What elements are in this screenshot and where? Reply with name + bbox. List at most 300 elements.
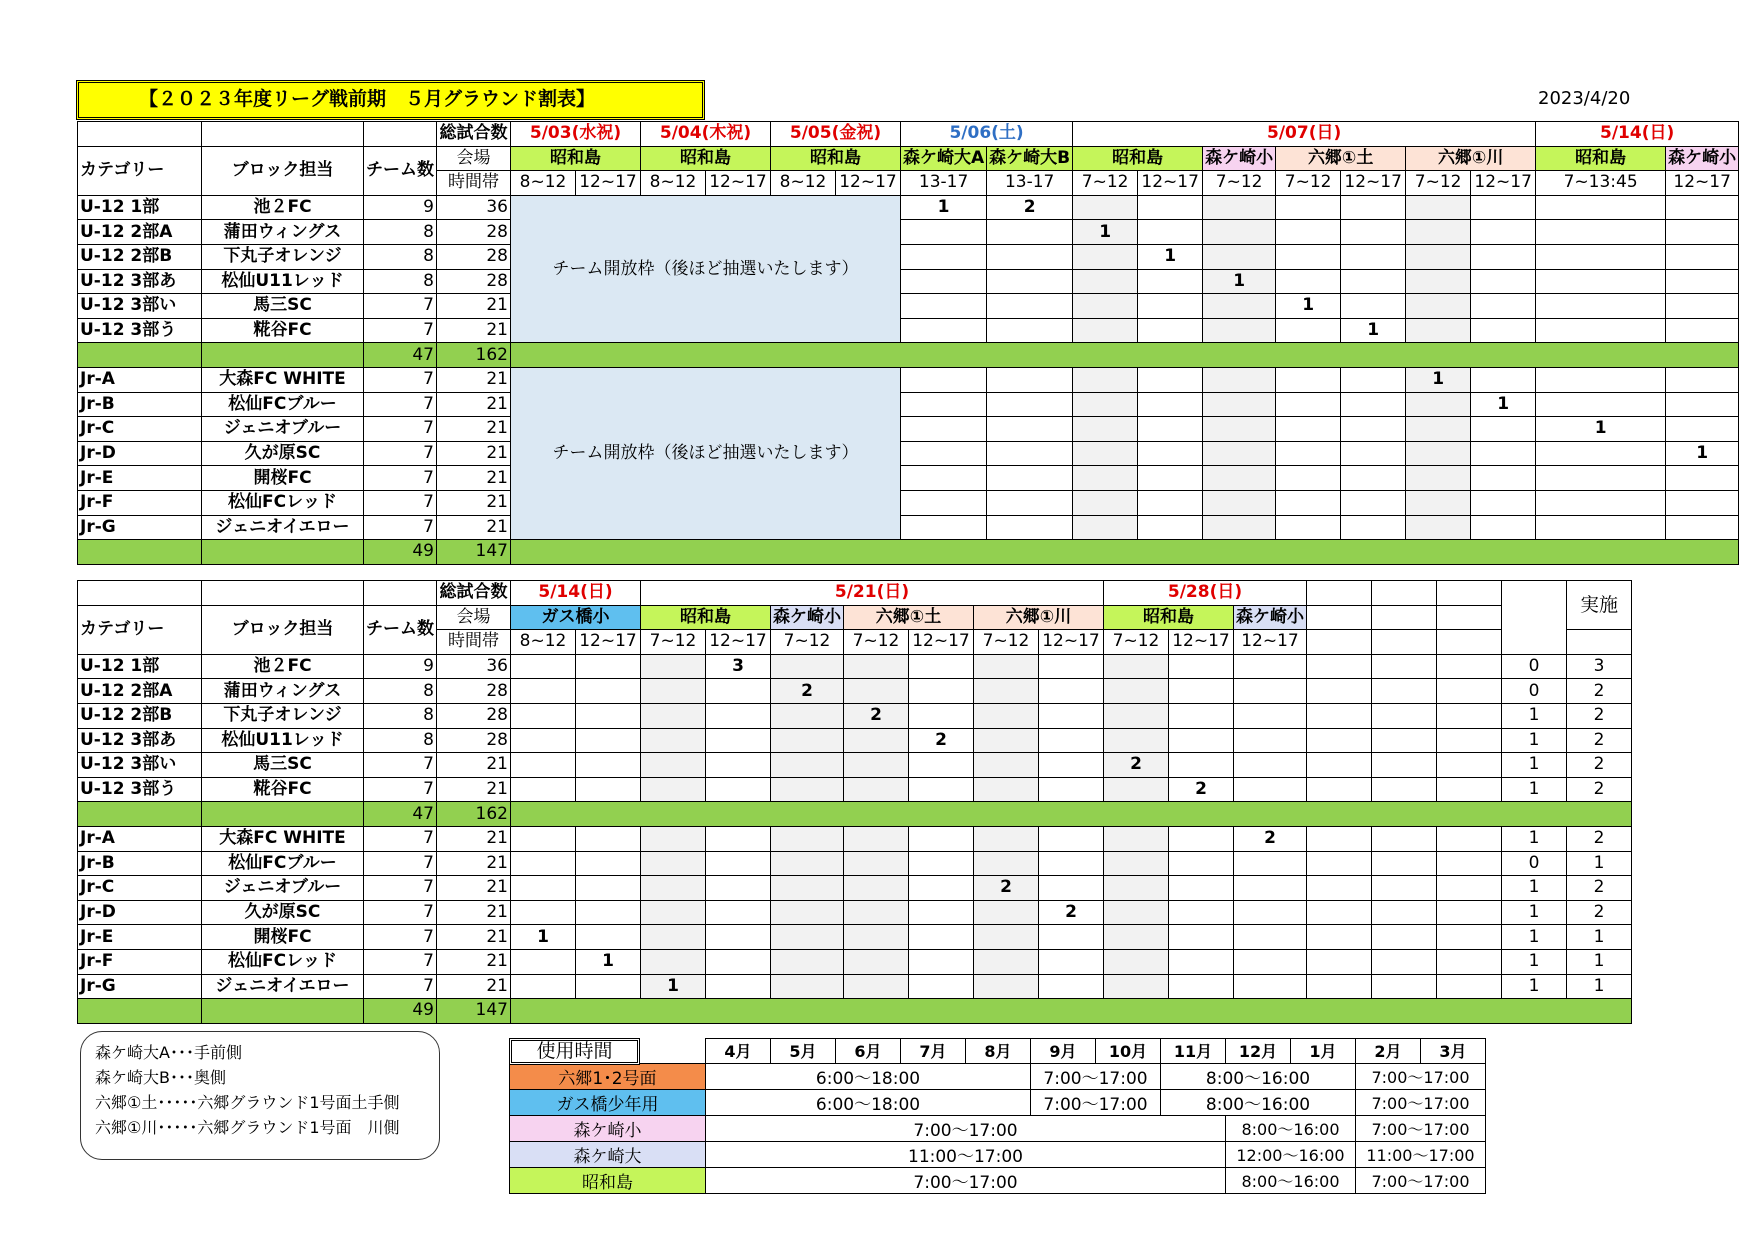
schedule-cell: [1073, 515, 1138, 540]
blank-cell: [1372, 851, 1437, 876]
table-row: [78, 417, 1739, 442]
schedule-cell: 1: [511, 925, 576, 950]
schedule-cell: [844, 949, 909, 974]
schedule-cell: [987, 318, 1073, 343]
team-count-cell: 7: [364, 826, 437, 851]
schedule-cell: [987, 466, 1073, 491]
schedule-cell: [1666, 269, 1739, 294]
schedule-cell: [901, 220, 987, 245]
blank-cell: [1307, 925, 1372, 950]
usage-venue: 森ケ崎小: [510, 1115, 706, 1141]
month-header: 2月: [1356, 1039, 1421, 1064]
schedule-cell: [576, 703, 641, 728]
schedule-cell: [511, 679, 576, 704]
schedule-cell: [1138, 318, 1203, 343]
schedule-cell: [1104, 974, 1169, 999]
time-slot-header: 12~17: [706, 171, 771, 196]
table-row: [78, 220, 1739, 245]
schedule-cell: [576, 728, 641, 753]
schedule-cell: [771, 949, 844, 974]
schedule-cell: [706, 949, 771, 974]
venue-header: 森ケ崎小: [1666, 146, 1739, 171]
schedule-cell: [1276, 269, 1341, 294]
usage-time: 7:00～17:00: [1356, 1115, 1486, 1141]
schedule-cell: [1104, 925, 1169, 950]
schedule-cell: [844, 679, 909, 704]
schedule-cell: [1341, 195, 1406, 220]
conducted-count-cell: 2: [1567, 777, 1632, 802]
schedule-cell: [771, 900, 844, 925]
schedule-cell: [576, 876, 641, 901]
team-cell: 下丸子オレンジ: [202, 244, 364, 269]
category-header: カテゴリー: [78, 605, 202, 654]
schedule-cell: [1341, 515, 1406, 540]
conducted-count-cell: 2: [1567, 753, 1632, 778]
note-line: 森ケ崎大B･･･奥側: [95, 1068, 226, 1087]
schedule-cell: [1039, 703, 1104, 728]
schedule-cell: [706, 777, 771, 802]
schedule-cell: [511, 703, 576, 728]
total-games-cell: 28: [437, 728, 511, 753]
schedule-cell: [1406, 392, 1471, 417]
team-cell: 蒲田ウィングス: [202, 220, 364, 245]
schedule-cell: [1203, 490, 1276, 515]
team-count-cell: 7: [364, 367, 437, 392]
schedule-cell: [987, 269, 1073, 294]
schedule-cell: [974, 900, 1039, 925]
schedule-cell: [1341, 466, 1406, 491]
total-games-cell: 28: [437, 220, 511, 245]
schedule-cell: [511, 826, 576, 851]
team-cell: ジェニオイエロー: [202, 515, 364, 540]
date-header: 5/05(金祝): [771, 122, 901, 147]
remaining-count-cell: 1: [1502, 900, 1567, 925]
schedule-cell: [706, 826, 771, 851]
schedule-cell: [1169, 703, 1234, 728]
note-line: 森ケ崎大A･･･手前側: [95, 1043, 242, 1062]
blank-cell: [1372, 826, 1437, 851]
usage-time: 8:00～16:00: [1226, 1167, 1356, 1193]
team-count-cell: 7: [364, 925, 437, 950]
team-cell: 松仙U11レッド: [202, 728, 364, 753]
schedule-cell: [1169, 876, 1234, 901]
time-slot-header: 7~12: [641, 630, 706, 655]
blank-cell: [1437, 826, 1502, 851]
schedule-cell: [641, 925, 706, 950]
schedule-cell: 2: [771, 679, 844, 704]
schedule-cell: [901, 490, 987, 515]
schedule-cell: [901, 392, 987, 417]
schedule-cell: [511, 753, 576, 778]
schedule-cell: [987, 294, 1073, 319]
team-count-cell: 7: [364, 294, 437, 319]
conducted-blank: [1567, 630, 1632, 655]
schedule-cell: [1169, 679, 1234, 704]
schedule-cell: [771, 851, 844, 876]
remaining-count-cell: 1: [1502, 753, 1567, 778]
conducted-count-cell: 1: [1567, 925, 1632, 950]
month-header: 11月: [1161, 1039, 1226, 1064]
team-cell: 池２FC: [202, 195, 364, 220]
schedule-cell: [909, 654, 974, 679]
schedule-cell: [1234, 876, 1307, 901]
time-slot-header: 12~17: [706, 630, 771, 655]
venue-header: 昭和島: [641, 605, 771, 630]
team-cell: 松仙FCブルー: [202, 851, 364, 876]
total-games-cell: 21: [437, 974, 511, 999]
team-cell: 松仙FCブルー: [202, 392, 364, 417]
header-blank: [1307, 630, 1372, 655]
schedule-cell: [909, 851, 974, 876]
schedule-cell: [987, 244, 1073, 269]
blank-cell: [1437, 777, 1502, 802]
category-cell: Jr-A: [78, 826, 202, 851]
schedule-cell: [974, 777, 1039, 802]
time-slot-header: 7~12: [771, 630, 844, 655]
remaining-count-cell: 1: [1502, 728, 1567, 753]
schedule-cell: [1138, 367, 1203, 392]
time-slot-header: 7~12: [1104, 630, 1169, 655]
schedule-cell: [771, 654, 844, 679]
team-cell: ジェニオイエロー: [202, 974, 364, 999]
usage-time: 7:00～17:00: [706, 1167, 1226, 1193]
date-header: 5/04(木祝): [641, 122, 771, 147]
team-cell: 久が原SC: [202, 441, 364, 466]
category-cell: U-12 1部: [78, 195, 202, 220]
usage-time: 11:00～17:00: [706, 1141, 1226, 1167]
team-cell: 馬三SC: [202, 753, 364, 778]
schedule-cell: 2: [844, 703, 909, 728]
schedule-cell: [511, 728, 576, 753]
schedule-cell: [1666, 490, 1739, 515]
category-cell: Jr-E: [78, 925, 202, 950]
table-row: [78, 466, 1739, 491]
schedule-cell: [1234, 949, 1307, 974]
schedule-cell: [1039, 777, 1104, 802]
venue-header: 昭和島: [641, 146, 771, 171]
category-cell: Jr-C: [78, 417, 202, 442]
table-row: [78, 679, 1632, 704]
table-row: [78, 728, 1632, 753]
schedule-cell: [974, 654, 1039, 679]
usage-time-label: 使用時間: [509, 1038, 640, 1065]
time-slot-header: 8~12: [511, 171, 576, 196]
subtotal-row: [78, 999, 1632, 1024]
schedule-cell: 1: [1406, 367, 1471, 392]
schedule-cell: [1276, 220, 1341, 245]
subtotal-teams: 47: [364, 343, 437, 368]
schedule-cell: [1073, 318, 1138, 343]
team-count-cell: 7: [364, 441, 437, 466]
total-games-cell: 28: [437, 679, 511, 704]
category-cell: U-12 3部う: [78, 777, 202, 802]
table-row: [78, 244, 1739, 269]
conducted-count-cell: 1: [1567, 974, 1632, 999]
usage-time: 8:00～16:00: [1161, 1063, 1356, 1089]
schedule-cell: [1536, 220, 1666, 245]
table-row: [78, 777, 1632, 802]
header-blank: [78, 122, 202, 147]
schedule-cell: [1138, 294, 1203, 319]
blank-cell: [1307, 654, 1372, 679]
schedule-cell: [576, 851, 641, 876]
schedule-cell: [511, 974, 576, 999]
open-slot-block: チーム開放枠（後ほど抽選いたします）: [511, 195, 901, 343]
team-cell: 大森FC WHITE: [202, 367, 364, 392]
schedule-cell: [1104, 777, 1169, 802]
usage-time: 7:00～17:00: [1356, 1089, 1486, 1115]
schedule-cell: [1666, 466, 1739, 491]
subtotal-games: 162: [437, 343, 511, 368]
schedule-cell: [1471, 466, 1536, 491]
venue-header: ガス橋小: [511, 605, 641, 630]
schedule-cell: [1138, 515, 1203, 540]
subtotal-teams: 49: [364, 999, 437, 1024]
total-games-cell: 28: [437, 703, 511, 728]
venue-header: 森ケ崎大B: [987, 146, 1073, 171]
schedule-cell: [706, 703, 771, 728]
schedule-cell: [1203, 220, 1276, 245]
date-header: 5/06(土): [901, 122, 1073, 147]
issue-date: 2023/4/20: [1538, 88, 1631, 109]
time-slot-header: 12~17: [1234, 630, 1307, 655]
schedule-cell: [511, 876, 576, 901]
time-slot-header: 12~17: [576, 171, 641, 196]
time-slot-header: 12~17: [1138, 171, 1203, 196]
date-header: 5/28(日): [1104, 581, 1307, 606]
header-blank: [1437, 630, 1502, 655]
team-cell: 池２FC: [202, 654, 364, 679]
schedule-cell: [1169, 753, 1234, 778]
category-cell: Jr-B: [78, 392, 202, 417]
team-count-cell: 7: [364, 392, 437, 417]
conducted-count-cell: 2: [1567, 728, 1632, 753]
blank-cell: [1307, 777, 1372, 802]
schedule-cell: [844, 753, 909, 778]
schedule-cell: [1666, 294, 1739, 319]
schedule-cell: 1: [901, 195, 987, 220]
team-cell: 松仙FCレッド: [202, 490, 364, 515]
schedule-cell: [1341, 417, 1406, 442]
blank-cell: [1372, 974, 1437, 999]
schedule-cell: [1203, 441, 1276, 466]
time-slot-header: 13-17: [987, 171, 1073, 196]
month-header: 4月: [706, 1039, 771, 1064]
schedule-cell: [1666, 367, 1739, 392]
time-slot-header: 12~17: [1471, 171, 1536, 196]
total-games-cell: 21: [437, 367, 511, 392]
category-cell: U-12 2部B: [78, 703, 202, 728]
schedule-table-1: [77, 121, 1739, 565]
month-header: 8月: [966, 1039, 1031, 1064]
schedule-cell: [706, 679, 771, 704]
subtotal-games: 147: [437, 540, 511, 565]
schedule-cell: 3: [706, 654, 771, 679]
total-games-cell: 21: [437, 318, 511, 343]
schedule-cell: [1104, 654, 1169, 679]
team-cell: 松仙FCレッド: [202, 949, 364, 974]
schedule-cell: [1073, 417, 1138, 442]
team-cell: 大森FC WHITE: [202, 826, 364, 851]
team-count-header: チーム数: [364, 146, 437, 195]
table-row: [78, 876, 1632, 901]
blank-cell: [1307, 679, 1372, 704]
schedule-cell: [1203, 466, 1276, 491]
blank-cell: [1437, 654, 1502, 679]
usage-time-table: [509, 1038, 1486, 1194]
venue-header: 六郷①土: [844, 605, 974, 630]
page-title: 【２０２３年度リーグ戦前期 ５月グラウンド割表】: [76, 80, 705, 120]
schedule-cell: [1138, 490, 1203, 515]
schedule-cell: [1234, 925, 1307, 950]
schedule-cell: [987, 515, 1073, 540]
venue-header: 森ケ崎小: [1203, 146, 1276, 171]
table-row: [78, 826, 1632, 851]
total-games-cell: 21: [437, 753, 511, 778]
schedule-cell: [771, 728, 844, 753]
schedule-cell: [987, 392, 1073, 417]
blank-cell: [1437, 876, 1502, 901]
team-count-cell: 8: [364, 220, 437, 245]
header-blank: [202, 122, 364, 147]
team-cell: ジェニオブルー: [202, 876, 364, 901]
time-slot-header: 12~17: [1039, 630, 1104, 655]
usage-venue: 森ケ崎大: [510, 1141, 706, 1167]
schedule-cell: [987, 367, 1073, 392]
schedule-cell: [576, 925, 641, 950]
schedule-cell: [1203, 392, 1276, 417]
venue-header: 六郷①川: [974, 605, 1104, 630]
schedule-cell: 2: [1039, 900, 1104, 925]
schedule-cell: [909, 974, 974, 999]
total-games-cell: 21: [437, 515, 511, 540]
remaining-count-cell: 1: [1502, 876, 1567, 901]
blank-cell: [1437, 900, 1502, 925]
schedule-table-2: [77, 580, 1632, 1024]
schedule-cell: [771, 703, 844, 728]
schedule-cell: [1341, 367, 1406, 392]
blank-cell: [1307, 826, 1372, 851]
date-header: 5/07(日): [1073, 122, 1536, 147]
usage-time: 11:00～17:00: [1356, 1141, 1486, 1167]
schedule-cell: [1073, 392, 1138, 417]
schedule-cell: [1406, 515, 1471, 540]
schedule-cell: 2: [909, 728, 974, 753]
time-slot-header: 7~13:45: [1536, 171, 1666, 196]
subtotal-row: [78, 343, 1739, 368]
schedule-cell: [1104, 728, 1169, 753]
schedule-cell: [1203, 244, 1276, 269]
schedule-cell: [771, 876, 844, 901]
usage-venue: 六郷1･2号面: [510, 1063, 706, 1089]
team-count-cell: 8: [364, 703, 437, 728]
schedule-cell: [901, 441, 987, 466]
schedule-cell: [1666, 417, 1739, 442]
block-manager-header: ブロック担当: [202, 146, 364, 195]
schedule-cell: [1341, 244, 1406, 269]
blank-cell: [1307, 753, 1372, 778]
team-count-header: チーム数: [364, 605, 437, 654]
schedule-cell: [1276, 367, 1341, 392]
schedule-cell: [706, 753, 771, 778]
schedule-cell: [1073, 367, 1138, 392]
blank-cell: [1437, 949, 1502, 974]
team-count-cell: 7: [364, 490, 437, 515]
schedule-cell: [1073, 466, 1138, 491]
schedule-cell: [1406, 220, 1471, 245]
schedule-cell: [641, 703, 706, 728]
blank-cell: [1307, 851, 1372, 876]
team-count-cell: 9: [364, 654, 437, 679]
schedule-cell: [1536, 490, 1666, 515]
schedule-cell: [1039, 876, 1104, 901]
venue-header: 六郷①川: [1406, 146, 1536, 171]
schedule-cell: 1: [1203, 269, 1276, 294]
schedule-cell: 1: [641, 974, 706, 999]
schedule-cell: [909, 900, 974, 925]
team-count-cell: 8: [364, 269, 437, 294]
schedule-cell: [1471, 515, 1536, 540]
schedule-cell: [901, 367, 987, 392]
team-count-cell: 7: [364, 515, 437, 540]
venue-header: 昭和島: [1073, 146, 1203, 171]
remaining-count-cell: 0: [1502, 679, 1567, 704]
schedule-cell: [1666, 244, 1739, 269]
schedule-cell: [1138, 441, 1203, 466]
team-count-cell: 7: [364, 851, 437, 876]
schedule-cell: [1039, 753, 1104, 778]
month-header: 7月: [901, 1039, 966, 1064]
schedule-cell: [1104, 826, 1169, 851]
header-blank: [78, 581, 202, 606]
usage-time: 7:00～17:00: [1356, 1167, 1486, 1193]
date-header: 5/03(水祝): [511, 122, 641, 147]
category-cell: Jr-F: [78, 949, 202, 974]
time-slot-header: 12~17: [1341, 171, 1406, 196]
conducted-count-cell: 2: [1567, 826, 1632, 851]
venue-header: 六郷①土: [1276, 146, 1406, 171]
schedule-cell: [1406, 195, 1471, 220]
schedule-cell: [1104, 876, 1169, 901]
blank-cell: [1437, 974, 1502, 999]
category-header: カテゴリー: [78, 146, 202, 195]
schedule-cell: [974, 753, 1039, 778]
schedule-cell: [1276, 318, 1341, 343]
schedule-cell: [1234, 728, 1307, 753]
schedule-cell: [576, 679, 641, 704]
team-count-cell: 7: [364, 876, 437, 901]
blank-cell: [1372, 900, 1437, 925]
subtotal-teams: 49: [364, 540, 437, 565]
blank-cell: [1307, 949, 1372, 974]
schedule-cell: [1234, 654, 1307, 679]
schedule-cell: [1406, 441, 1471, 466]
schedule-cell: [576, 974, 641, 999]
category-cell: U-12 3部あ: [78, 269, 202, 294]
schedule-cell: [909, 826, 974, 851]
category-cell: U-12 2部B: [78, 244, 202, 269]
venue-header: 森ケ崎大A: [901, 146, 987, 171]
schedule-cell: [844, 826, 909, 851]
schedule-cell: [987, 417, 1073, 442]
time-slot-header: 7~12: [1406, 171, 1471, 196]
remaining-count-cell: 0: [1502, 654, 1567, 679]
schedule-cell: [987, 490, 1073, 515]
schedule-cell: [1406, 244, 1471, 269]
blank-cell: [1307, 703, 1372, 728]
date-header: 5/14(日): [1536, 122, 1739, 147]
schedule-cell: [1471, 269, 1536, 294]
